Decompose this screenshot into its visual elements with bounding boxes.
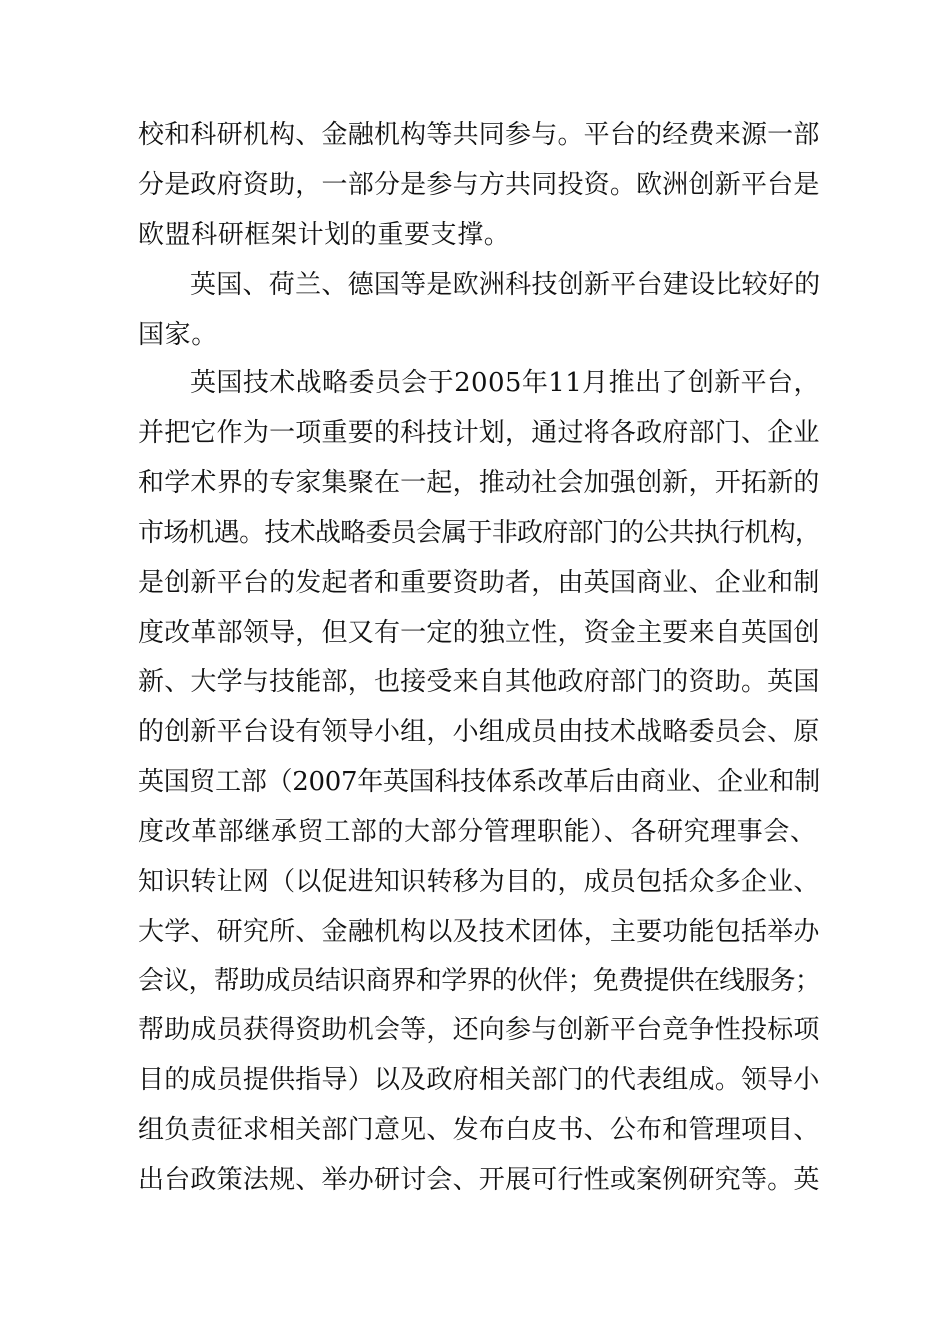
- text-line: 的创新平台设有领导小组，小组成员由技术战略委员会、原: [138, 717, 820, 747]
- text-line: 度改革部领导，但又有一定的独立性，资金主要来自英国创: [138, 618, 820, 648]
- text-line: 大学、研究所、金融机构以及技术团体，主要功能包括举办: [138, 917, 820, 947]
- text-line: 国家。: [138, 320, 218, 350]
- text-line: 会议，帮助成员结识商界和学界的伙伴；免费提供在线服务；: [138, 966, 821, 996]
- text-line: 和学术界的专家集聚在一起，推动社会加强创新，开拓新的: [138, 468, 820, 498]
- text-line: 并把它作为一项重要的科技计划，通过将各政府部门、企业: [138, 418, 820, 448]
- text-line: 校和科研机构、金融机构等共同参与。平台的经费来源一部: [138, 120, 820, 150]
- paragraph-first-line: 英国、荷兰、德国等是欧洲科技创新平台建设比较好的: [190, 270, 821, 300]
- text-line: 组负责征求相关部门意见、发布白皮书、公布和管理项目、: [138, 1115, 820, 1145]
- text-line: 分是政府资助，一部分是参与方共同投资。欧洲创新平台是: [138, 170, 820, 200]
- paragraph-first-line: 英国技术战略委员会于2005年11月推出了创新平台，: [190, 368, 820, 398]
- text-line: 帮助成员获得资助机会等，还向参与创新平台竞争性投标项: [138, 1015, 820, 1045]
- text-line: 目的成员提供指导）以及政府相关部门的代表组成。领导小: [138, 1065, 820, 1095]
- text-line: 新、大学与技能部，也接受来自其他政府部门的资助。英国: [138, 667, 820, 697]
- text-line: 知识转让网（以促进知识转移为目的，成员包括众多企业、: [138, 867, 820, 897]
- text-line: 出台政策法规、举办研讨会、开展可行性或案例研究等。英: [138, 1165, 820, 1195]
- text-line: 是创新平台的发起者和重要资助者，由英国商业、企业和制: [138, 568, 820, 598]
- text-line: 欧盟科研框架计划的重要支撑。: [138, 220, 511, 250]
- text-line: 度改革部继承贸工部的大部分管理职能）、各研究理事会、: [138, 817, 817, 847]
- text-line: 英国贸工部（2007年英国科技体系改革后由商业、企业和制: [138, 767, 820, 797]
- text-line: 市场机遇。技术战略委员会属于非政府部门的公共执行机构，: [138, 518, 821, 548]
